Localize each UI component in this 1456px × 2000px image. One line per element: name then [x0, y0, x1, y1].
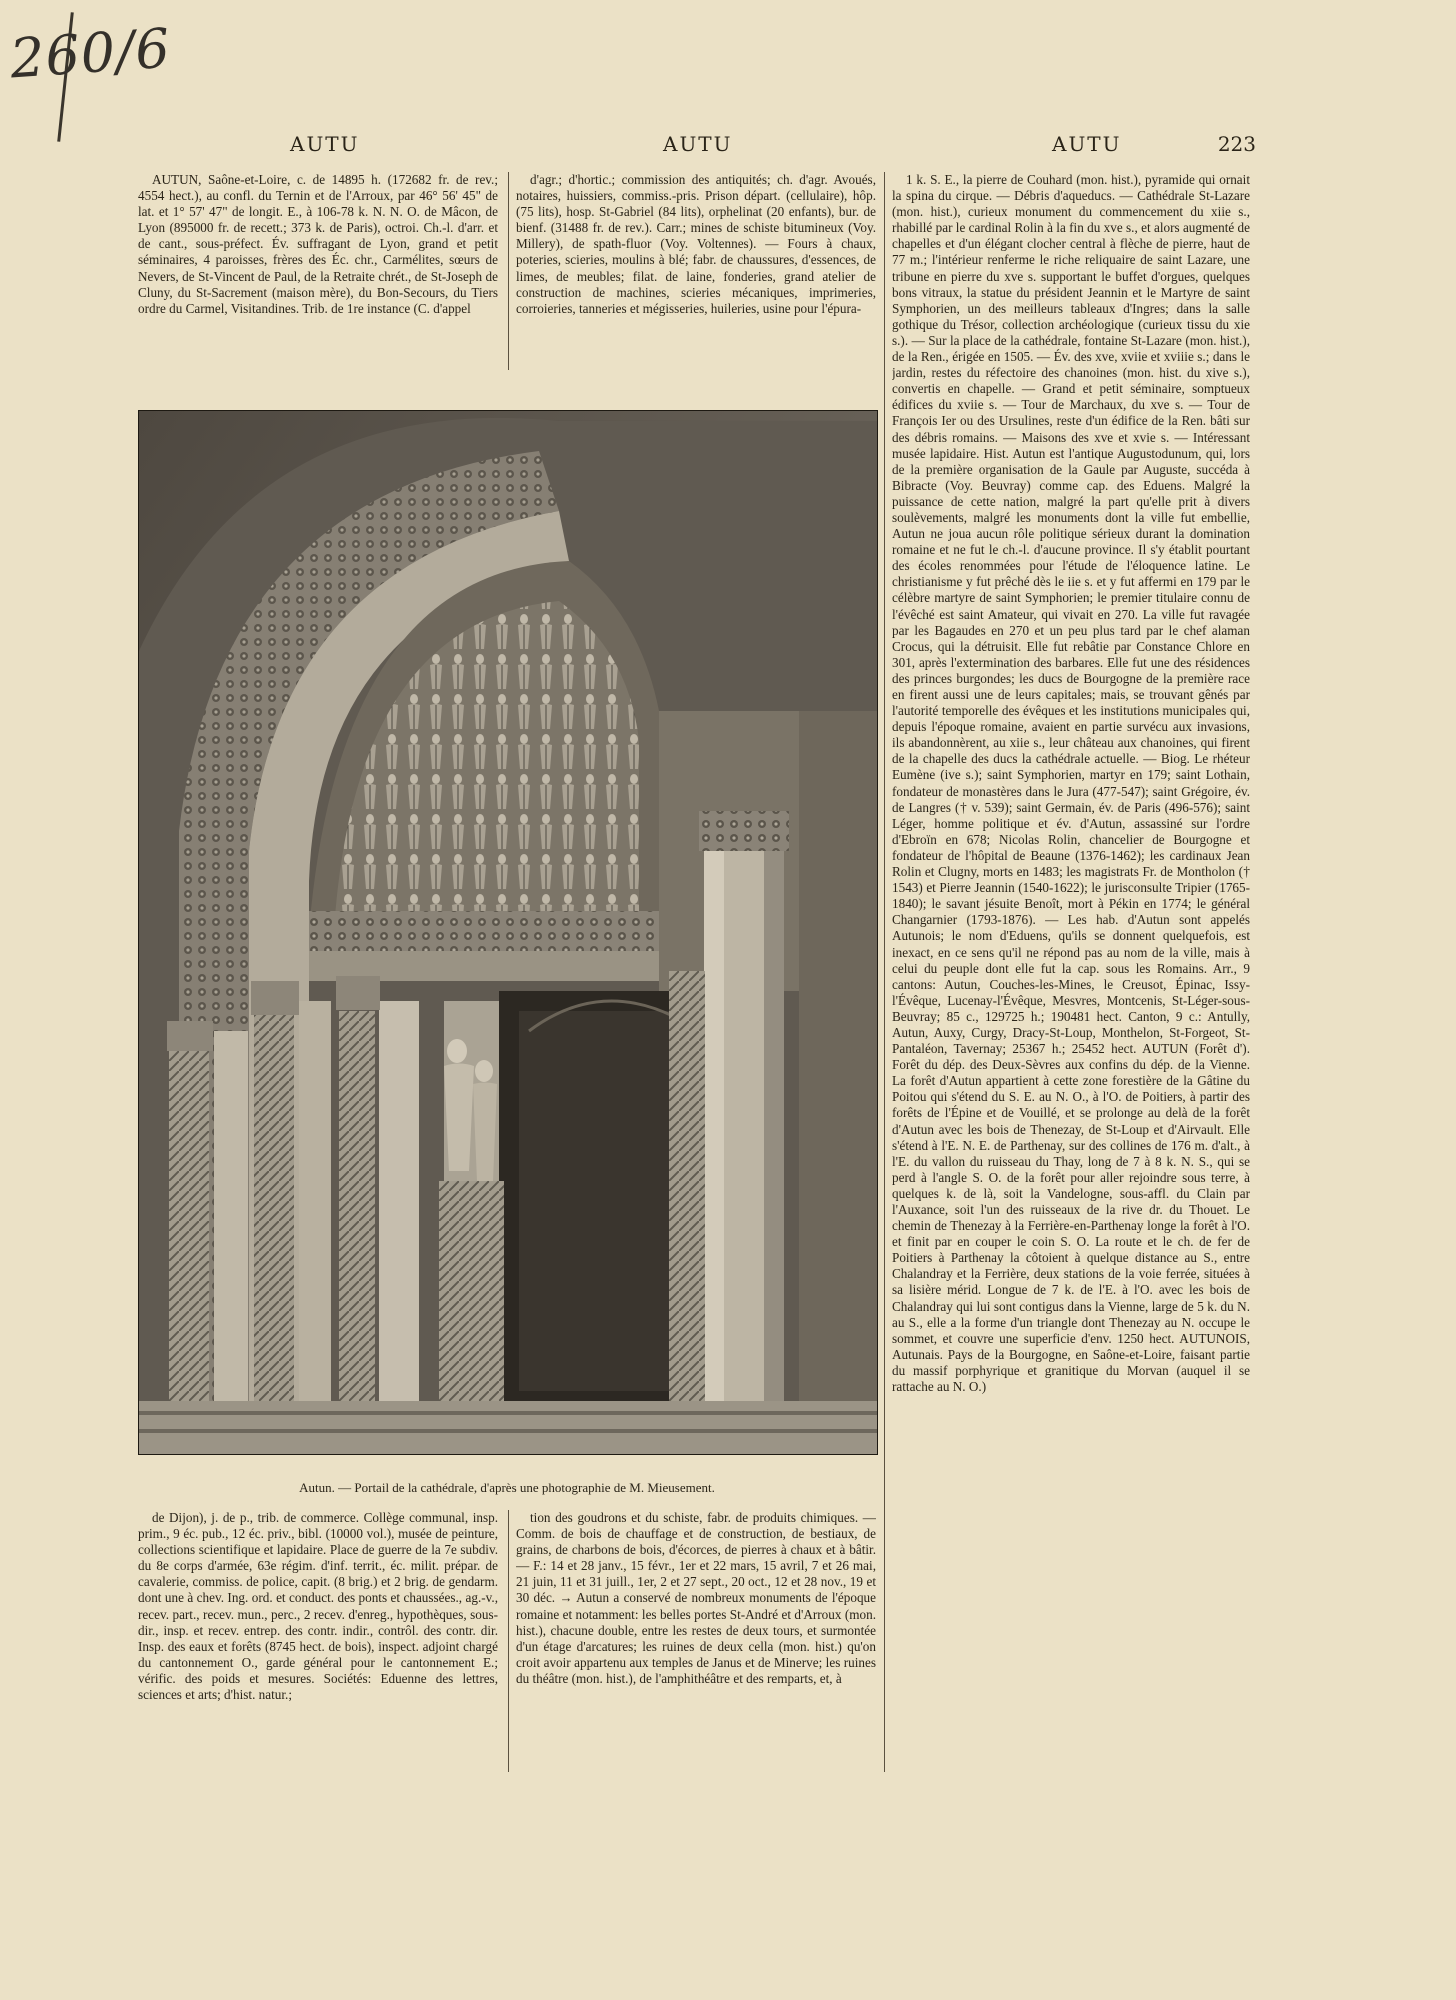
running-head-right: AUTU	[1052, 132, 1122, 156]
entry-autun-part5: tion des goudrons et du schiste, fabr. de produits chimiques. — Comm. de bois de chauffage et de construction, de bestiaux, de grains, de charbons de bois, d'écorces, de pierres à chaux et à bâtir. — F.: 14 et 28 janv., 15 févr., 1er et 22 mars, 15 avril, 7 et 26 mai, 21 juin, 11 et 31 juill., 1er, 2 et 27 sept., 20 oct., 12 et 28 nov., 19 et 30 déc. → Autun a conservé de nombreux monuments de l'époque romaine et notamment: les belles portes St-André et d'Arroux (mon. hist.), chacune double, entre les restes de deux tours, et surmontée d'un étage d'arcatures; les ruines de deux cella (mon. hist.) qu'on croit avoir appartenu aux temples de Janus et de Minerve; les ruines du théâtre (mon. hist.), de l'amphithéâtre et des remparts, et, à	[516, 1510, 876, 1686]
page-number: 223	[1217, 132, 1256, 156]
portal-illustration	[139, 411, 877, 1454]
figure-caption: Autun. — Portail de la cathédrale, d'après une photographie de M. Mieusement.	[299, 1480, 715, 1495]
entry-autun-part3: 1 k. S. E., la pierre de Couhard (mon. hist.), pyramide qui ornait la spina du cirque. — Débris d'aqueducs. — Cathédrale St-Lazare (mon. hist.), curieux monument du commencement du xiie s., rhabillé par le cardinal Rolin à la fin du xve s., et alors augmenté de chapelles et d'un élégant clocher central à flèche de pierre, haut de 77 m.; l'intérieur renferme le riche reliquaire de saint Lazare, une tribune en pierre du xve s. supportant le buffet d'orgues, quelques bons vitraux, la statue du président Jeannin et le Martyre de saint Symphorien, un des meilleurs tableaux d'Ingres; dans la salle gothique du Trésor, collection archéologique (curieux tissu du xie s.). — Sur la place de la cathédrale, fontaine St-Lazare (mon. hist.), de la Ren., érigée en 1505. — Év. des xve, xviie et xviiie s.; dans le jardin, restes du réfectoire des chanoines (mon. hist. du xive s.), convertis en chapelle. — Grand et petit séminaire, somptueux édifices du xviie s. — Tour de Marchaux, du xve s. — Tour de François Ier ou des Ursulines, reste d'un édifice de la Ren. bâti sur des débris romains. — Maisons des xve et xvie s. — Intéressant musée lapidaire. Hist. Autun est l'antique Augustodunum, qui, lors de la première organisation de la Gaule par Auguste, succéda à Bibracte (Voy. Beuvray) comme cap. des Eduens. Malgré la puissance de cette nation, malgré la part qu'elle prit à divers soulèvements, malgré les monuments dont la ville fut embellie, Autun ne joua aucun rôle politique sérieux durant la domination romaine et ne fut le ch.-l. d'aucune province. Il s'y établit pourtant des écoles renommées pour l'étude de l'éloquence latine. Le christianisme y fut prêché dès le iie s. et y fut affermi en 179 par le célèbre martyre de saint Symphorien; le premier titulaire connu de l'évêché est saint Amateur, qui vivait en 270. La ville fut ravagée par les Bagaudes en 270 et un peu plus tard par le chef alaman Crocus, qui la détruisit. Elle fut rebâtie par Constance Chlore en 301, après l'extermination des barbares. Elle fut une des résidences des princes burgondes; les ducs de Bourgogne de la première race en firent aussi une de leurs capitales; mais, se trouvant gênés par l'autorité temporelle des évêques et les institutions municipales qui, depuis l'époque romaine, avaient en partie survécu aux invasions, ils abandonnèrent, au xiie s., leur château aux chanoines, qui firent de la chapelle des ducs la cathédrale actuelle. — Biog. Le rhéteur Eumène (ive s.); saint Symphorien, martyr en 179; saint Lothain, fondateur de monastères dans le Jura (477-547); saint Grégoire, év. de Langres († v. 539); saint Germain, év. de Paris (496-576); saint Léger, homme politique et év. d'Autun, assassiné sur l'ordre d'Ebroïn en 678; Nicolas Rolin, chancelier de Bourgogne et fondateur de l'hôpital de Beaune (1376-1462); les cardinaux Jean Rolin et Clugny, morts en 1483; les magistrats Fr. de Montholon († 1543) et Pierre Jeannin (1540-1622); le jurisconsulte Tripier (1765-1840); le savant jésuite Benoît, mort à Pékin en 1774; le général Changarnier (1793-1876). — Les hab. d'Autun sont appelés Autunois; le nom d'Eduens, qu'ils se donnent quelquefois, est inexact, en ce sens qu'il ne répond pas au nom de la ville, mais à celui du peuple dont elle fut la cap. sous les Romains. Arr., 9 cantons: Autun, Couches-les-Mines, le Creusot, Épinac, Issy-l'Évêque, Lucenay-l'Évêque, Mesvres, Montcenis, St-Léger-sous-Beuvray; 85 c., 129725 h.; 190481 hect. Canton, 9 c.: Antully, Autun, Auxy, Curgy, Dracy-St-Loup, Monthelon, St-Forgeot, St-Pantaléon, Tavernay; 25367 h.; 25452 hect. AUTUN (Forêt d'). Forêt du dép. des Deux-Sèvres aux confins du dép. de la Vienne. La forêt d'Autun appartient à cette zone forestière de la Gâtine du Poitou qui s'étend du S. E. au N. O., à l'O. de Poitiers, à partir des forêts de l'Épine et de Vouillé, et se prolonge au delà de la forêt d'Autun avec les bois de Thenezay, de St-Loup et d'Airvault. Elle s'étend à l'E. N. E. de Parthenay, sur des collines de 176 m. d'alt., à l'E. du vallon du ruisseau du Thay, long de 7 à 8 k. N. S., qui se perd à l'angle S. O. de la forêt pour aller rejoindre sous terre, à quelques k. de là, soit la Vandelogne, sous-affl. du Clain par l'Auxance, soit l'un des ruisseaux de la rive dr. du Thouet. Le chemin de Thenezay à la Ferrière-en-Parthenay longe la forêt à l'O. et finit par en couper le coin S. O. La route et le ch. de fer de Poitiers à Parthenay la côtoient à quelque distance au S., entre Chalandray et la Ferrière, deux stations de la voie ferrée, situées à sa lisière mérid. Longue de 7 k. de l'E. à l'O. avec les bois de Chalandray qui lui sont contigus dans la Vienne, large de 5 k. du N. au S., elle a la forme d'un triangle dont Thenezay au N. occupe le sommet, et couvre une superficie d'env. 1250 hect. AUTUNOIS, Autunais. Pays de la Bourgogne, en Saône-et-Loire, faisant partie du massif porphyrique et granitique du Morvan (auquel il se rattache au N. O.)	[892, 172, 1250, 1395]
column-right	[892, 172, 1250, 1772]
running-head-left: AUTU	[290, 132, 360, 156]
column-bottom-middle	[516, 1510, 876, 1772]
entry-autun-part4: de Dijon), j. de p., trib. de commerce. Collège communal, insp. prim., 9 éc. pub., 12 éc. priv., bibl. (10000 vol.), musée de peinture, collections scientifique et lapidaire. Place de guerre de la 7e subdiv. du 8e corps d'armée, 63e régim. d'inf. territ., éc. milit. prépar. de cavalerie, commiss. de police, capit. (8 brig.) et 2 brig. de gendarm. dont une à chev. Ing. ord. et conduct. des ponts et chaussées., ag.-v., recev. part., recev. mun., perc., 2 recev. d'enreg., hypothèques, sous-dir., insp. et recev. entrep. des contr. indir., contrôl. des contr. dir. Insp. des eaux et forêts (8745 hect. de bois), inspect. adjoint chargé du cantonnement O., garde général pour le cantonnement E.; vérific. des poids et mesures. Sociétés: Eduenne des lettres, sciences et arts; d'hist. natur.;	[138, 1510, 498, 1703]
column-top-middle	[516, 172, 876, 372]
column-top-left	[138, 172, 498, 372]
column-bottom-left	[138, 1510, 498, 1772]
running-head-center: AUTU	[663, 132, 733, 156]
handwritten-note: 260/6	[7, 16, 173, 91]
column-rule-bottom	[508, 1510, 509, 1772]
cathedral-portal-photo	[138, 410, 878, 1455]
column-rule-right	[884, 172, 885, 1772]
column-rule-top	[508, 172, 509, 370]
entry-autun-part1: AUTUN, Saône-et-Loire, c. de 14895 h. (172682 fr. de rev.; 4554 hect.), au confl. du Ternin et de l'Arroux, par 46° 56' 45" de lat. et 1° 57' 47" de longit. E., à 106-78 k. N. N. O. de Mâcon, de Lyon (895000 fr. de recett.; 373 k. de Paris), octroi. Ch.-l. d'arr. et de cant., sous-préfect. Év. suffragant de Lyon, grand et petit séminaires, 4 paroisses, frères des Éc. chr., Carmélites, sœurs de Nevers, de St-Vincent de Paul, de la Retraite chrét., de St-Joseph de Cluny, du St-Sacrement (maison mère), du Bon-Secours, du Tiers ordre du Carmel, Visitandines. Trib. de 1re instance (C. d'appel	[138, 172, 498, 316]
entry-autun-part2: d'agr.; d'hortic.; commission des antiquités; ch. d'agr. Avoués, notaires, huissiers, commiss.-pris. Prison départ. (cellulaire), hôp. (75 lits), hosp. St-Gabriel (84 lits), orphelinat (20 enfants), bur. de bienf. (31488 fr. de rev.). Carr.; mines de schiste bitumineux (Voy. Millery), de spath-fluor (Voy. Voltennes). — Fours à chaux, poteries, scieries, moulins à blé; fabr. de chaussures, d'essences, de limes, de meubles; filat. de laine, fonderies, grand atelier de construction de machines, scieries mécaniques, imprimeries, corroieries, tanneries et mégisseries, huileries, usine pour l'épura-	[516, 172, 876, 316]
